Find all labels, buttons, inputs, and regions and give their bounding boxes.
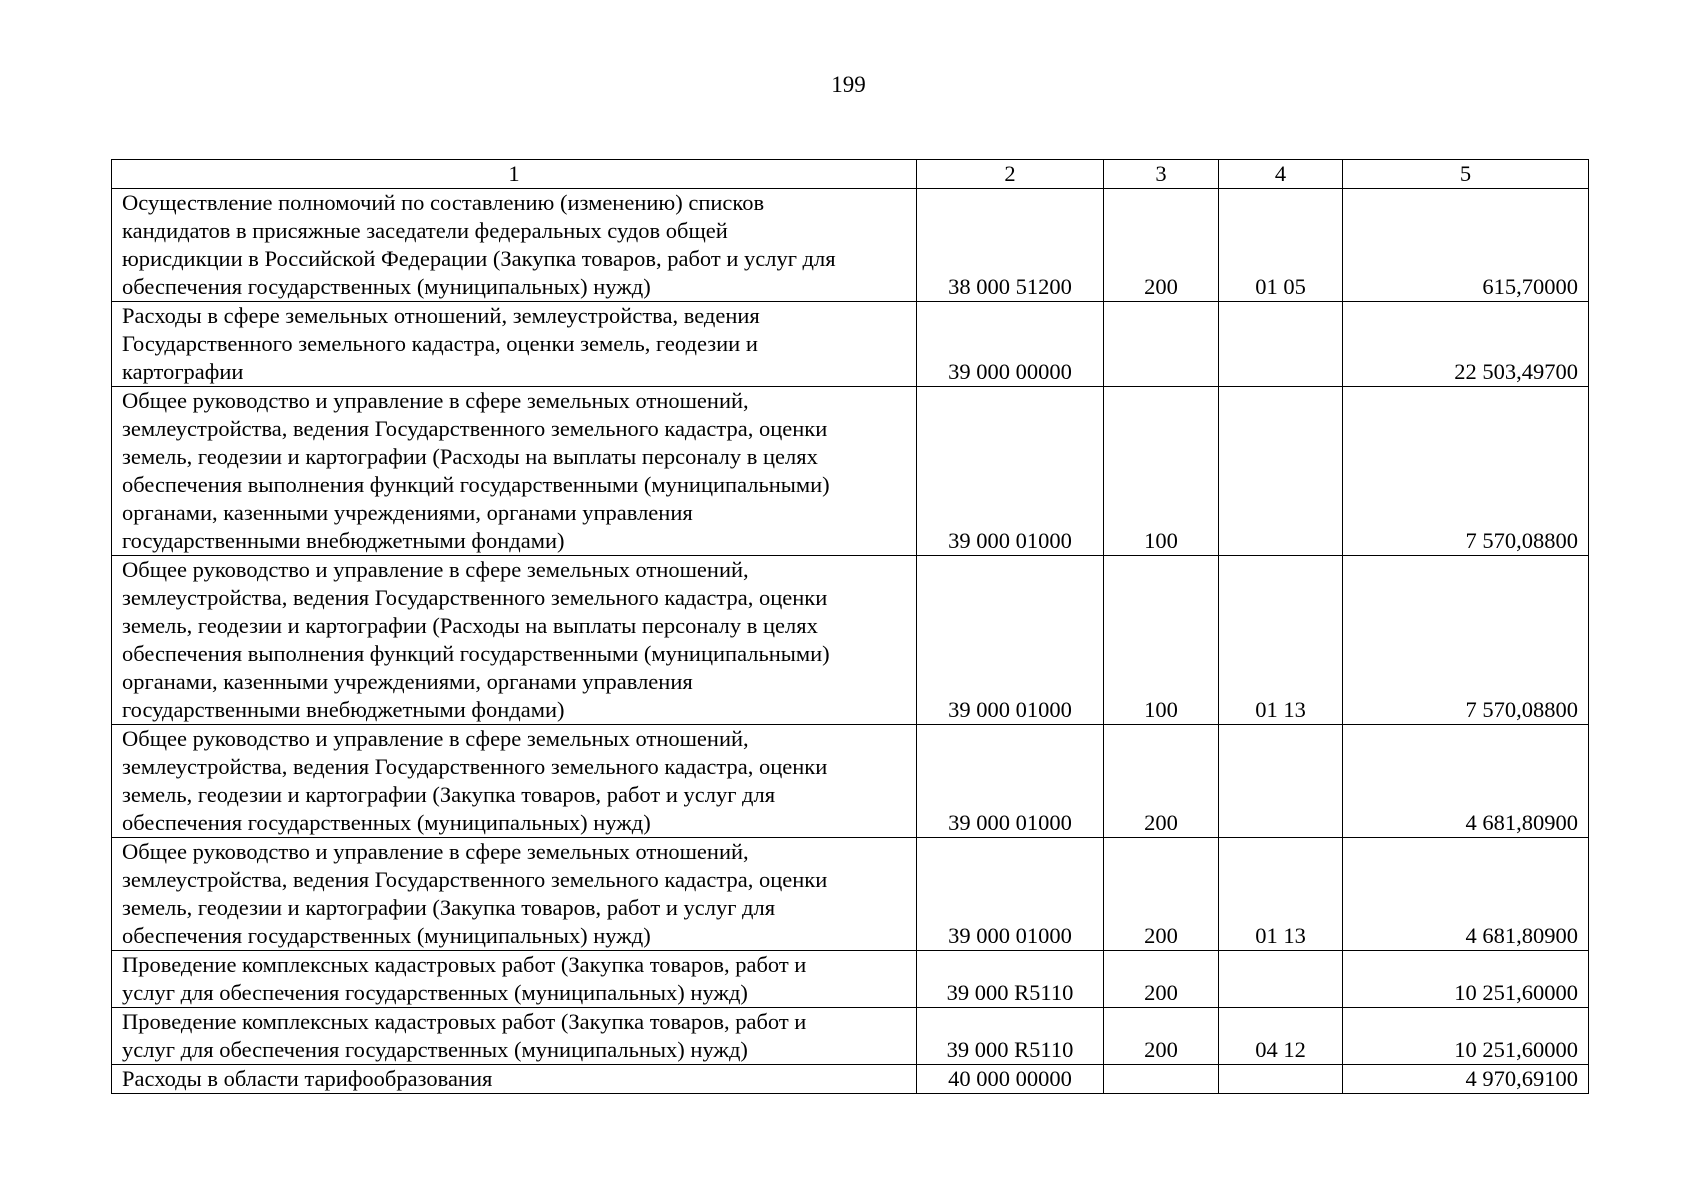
row-type: 200: [1104, 1008, 1219, 1065]
table-row: [112, 189, 1589, 302]
row-section: [1219, 387, 1343, 556]
row-name: Общее руководство и управление в сфере земельных отношений, землеустройства, ведения Государственного земельного кадастра, оценки земель, геодезии и картографии (Закупка товаров, работ и услуг для обеспечения государственных (муниципальных) нужд): [112, 725, 917, 838]
row-amount: 4 970,69100: [1343, 1065, 1589, 1094]
table-row: [112, 725, 1589, 838]
row-amount: 615,70000: [1343, 189, 1589, 302]
row-code: 39 000 R5110: [917, 951, 1104, 1008]
row-section: [1219, 1065, 1343, 1094]
row-code: 39 000 00000: [917, 302, 1104, 387]
row-amount: 10 251,60000: [1343, 951, 1589, 1008]
column-header-3: 3: [1104, 160, 1219, 189]
row-section: [1219, 725, 1343, 838]
table-row: [112, 838, 1589, 951]
row-type: [1104, 1065, 1219, 1094]
row-code: 39 000 01000: [917, 725, 1104, 838]
column-header-1: 1: [112, 160, 917, 189]
table-row: [112, 951, 1589, 1008]
row-amount: 7 570,08800: [1343, 387, 1589, 556]
table-row: [112, 1008, 1589, 1065]
row-type: 100: [1104, 556, 1219, 725]
row-type: 200: [1104, 725, 1219, 838]
row-name: Общее руководство и управление в сфере земельных отношений, землеустройства, ведения Государственного земельного кадастра, оценки земель, геодезии и картографии (Расходы на выплаты персоналу в целях обеспечения выполнения функций государственными (муниципальными) органами, казенными учреждениями, органами управления государственными внебюджетными фондами): [112, 387, 917, 556]
row-amount: 4 681,80900: [1343, 838, 1589, 951]
table-row: [112, 556, 1589, 725]
row-name: Проведение комплексных кадастровых работ (Закупка товаров, работ и услуг для обеспечения государственных (муниципальных) нужд): [112, 1008, 917, 1065]
column-header-2: 2: [917, 160, 1104, 189]
table-row: [112, 302, 1589, 387]
row-type: 200: [1104, 838, 1219, 951]
row-name: Проведение комплексных кадастровых работ (Закупка товаров, работ и услуг для обеспечения государственных (муниципальных) нужд): [112, 951, 917, 1008]
row-section: 04 12: [1219, 1008, 1343, 1065]
column-header-4: 4: [1219, 160, 1343, 189]
page-number: 199: [831, 72, 866, 97]
row-name: Расходы в сфере земельных отношений, землеустройства, ведения Государственного земельного кадастра, оценки земель, геодезии и картографии: [112, 302, 917, 387]
budget-table: [111, 159, 1589, 1094]
row-type: 200: [1104, 951, 1219, 1008]
row-amount: 7 570,08800: [1343, 556, 1589, 725]
table-header-row: [112, 160, 1589, 189]
row-amount: 22 503,49700: [1343, 302, 1589, 387]
row-code: 40 000 00000: [917, 1065, 1104, 1094]
row-section: [1219, 951, 1343, 1008]
row-name: Расходы в области тарифообразования: [112, 1065, 917, 1094]
table-row: [112, 387, 1589, 556]
row-code: 39 000 01000: [917, 556, 1104, 725]
row-amount: 10 251,60000: [1343, 1008, 1589, 1065]
row-name: Осуществление полномочий по составлению (изменению) списков кандидатов в присяжные заседатели федеральных судов общей юрисдикции в Российской Федерации (Закупка товаров, работ и услуг для обеспечения государственных (муниципальных) нужд): [112, 189, 917, 302]
row-code: 38 000 51200: [917, 189, 1104, 302]
row-section: 01 05: [1219, 189, 1343, 302]
row-type: 200: [1104, 189, 1219, 302]
row-section: [1219, 302, 1343, 387]
row-name: Общее руководство и управление в сфере земельных отношений, землеустройства, ведения Государственного земельного кадастра, оценки земель, геодезии и картографии (Расходы на выплаты персоналу в целях обеспечения выполнения функций государственными (муниципальными) органами, казенными учреждениями, органами управления государственными внебюджетными фондами): [112, 556, 917, 725]
row-name: Общее руководство и управление в сфере земельных отношений, землеустройства, ведения Государственного земельного кадастра, оценки земель, геодезии и картографии (Закупка товаров, работ и услуг для обеспечения государственных (муниципальных) нужд): [112, 838, 917, 951]
row-code: 39 000 01000: [917, 387, 1104, 556]
row-type: 100: [1104, 387, 1219, 556]
row-code: 39 000 01000: [917, 838, 1104, 951]
row-section: 01 13: [1219, 838, 1343, 951]
row-code: 39 000 R5110: [917, 1008, 1104, 1065]
column-header-5: 5: [1343, 160, 1589, 189]
row-section: 01 13: [1219, 556, 1343, 725]
row-amount: 4 681,80900: [1343, 725, 1589, 838]
table-row: [112, 1065, 1589, 1094]
row-type: [1104, 302, 1219, 387]
